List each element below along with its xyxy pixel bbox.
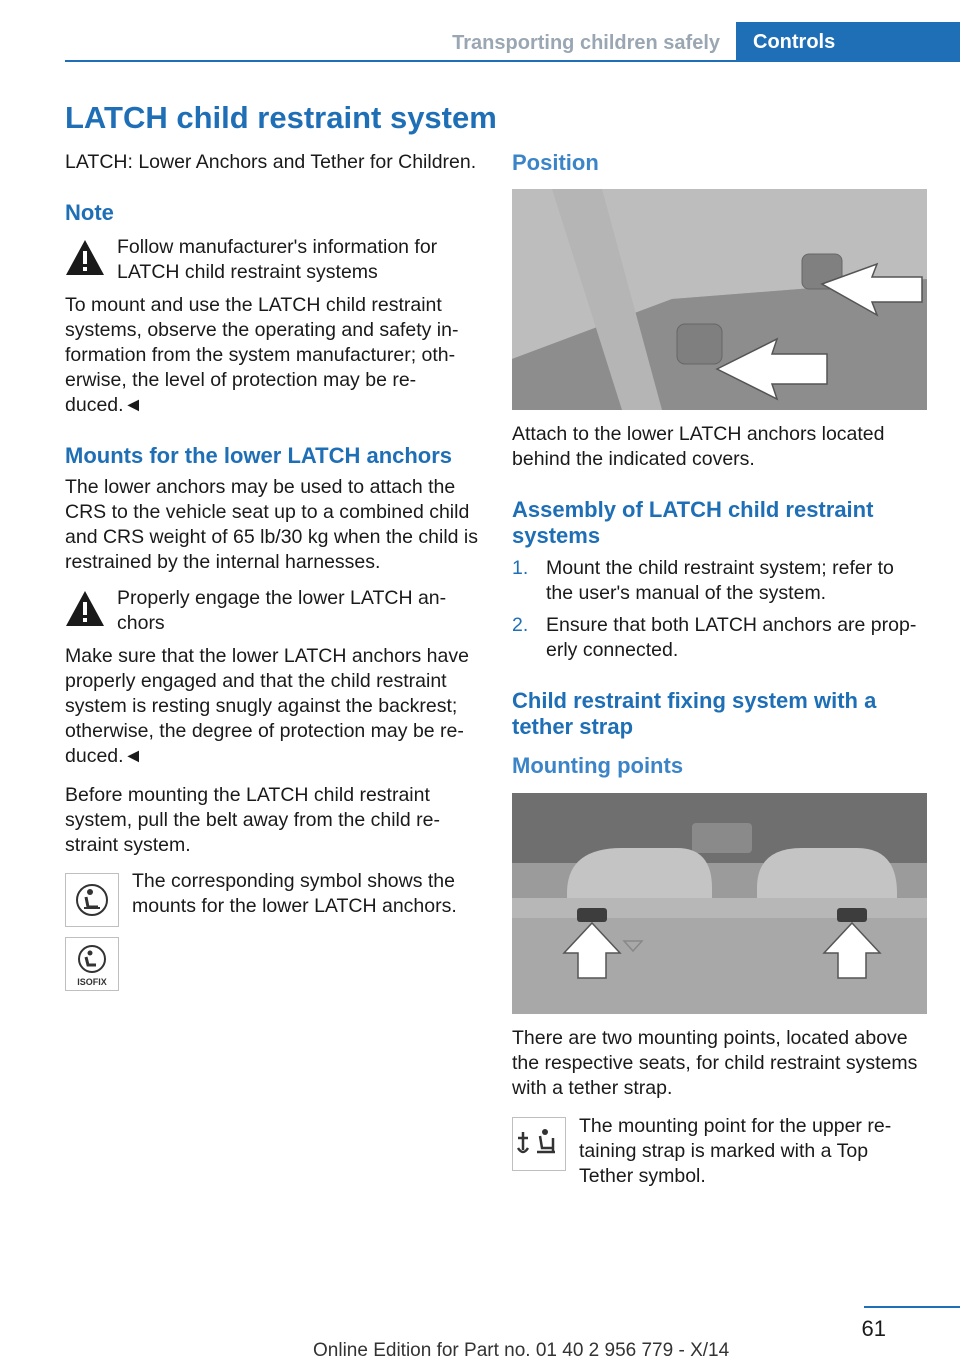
top-tether-description: The mounting point for the upper retaining strap is marked with a Top Tether symbol. [579, 1115, 892, 1187]
left-column [65, 150, 479, 989]
mounting-points-heading: Mounting points [512, 753, 684, 778]
tether-heading: Child restraint fixing system with a tether strap [512, 688, 877, 739]
top-tether-symbol-block [512, 1114, 926, 1189]
step-text: Mount the child restraint system; refer to the user's manual of the system. [546, 557, 894, 604]
position-caption: Attach to the lower LATCH anchors located behind the indicated covers. [512, 423, 885, 470]
top-tether-icon [512, 1117, 566, 1171]
warning2-body: Make sure that the lower LATCH anchors have properly engaged and that the child restraint system is resting snugly against the backrest; otherwise, the degree of protection may be reduced.◄ [65, 645, 469, 767]
latch-anchors-photo [512, 189, 927, 410]
position-heading: Position [512, 150, 599, 175]
isofix-icon [65, 937, 119, 991]
header-tab-controls[interactable]: Controls [736, 22, 960, 62]
warning-block [65, 586, 479, 636]
footer-edition: Online Edition for Part no. 01 40 2 956 779 - X/14 [313, 1340, 730, 1361]
mounting-points-body: There are two mounting points, located above the respective seats, for child restraint systems with a tether strap. [512, 1027, 918, 1099]
list-item [512, 613, 926, 663]
warning2-title: Properly engage the lower LATCH anchors [117, 587, 447, 634]
warning-icon [65, 239, 105, 276]
list-item [512, 556, 926, 606]
latch-intro: LATCH: Lower Anchors and Tether for Children. [65, 151, 477, 173]
isofix-label: ISOFIX [77, 977, 107, 987]
warning-block [65, 235, 479, 285]
page-number: 61 [861, 1316, 886, 1341]
warning1-title: Follow manufacturer's information for LATCH child restraint systems [117, 236, 438, 283]
step-number: 1. [512, 557, 529, 579]
step-number: 2. [512, 614, 529, 636]
right-column [512, 150, 926, 1189]
mounts-heading: Mounts for the lower LATCH anchors [65, 443, 453, 468]
page-title: LATCH child restraint system [65, 100, 497, 135]
assembly-steps [512, 556, 926, 663]
assembly-heading: Assembly of LATCH child restraint systems [512, 497, 874, 548]
mounts-body: The lower anchors may be used to attach the CRS to the vehicle seat up to a combined child and CRS weight of 65 lb/30 kg when the child is restrained by the internal harnesses. [65, 476, 478, 573]
warning-icon [65, 590, 105, 627]
warning1-body: To mount and use the LATCH child restraint systems, observe the operating and safety information from the system manufacturer; otherwise, the level of protection may be reduced.◄ [65, 294, 459, 416]
latch-symbol-block [65, 869, 479, 989]
note-heading: Note [65, 200, 114, 225]
step-text: Ensure that both LATCH anchors are properly connected. [546, 614, 917, 661]
child-seat-icon [65, 873, 119, 927]
before-mounting-text: Before mounting the LATCH child restraint system, pull the belt away from the child restraint system. [65, 784, 440, 856]
footer-rule [864, 1306, 960, 1308]
symbol-description: The corresponding symbol shows the mounts for the lower LATCH anchors. [132, 870, 457, 917]
mounting-points-photo [512, 793, 927, 1014]
header-section-title[interactable]: Transporting children safely [452, 32, 720, 54]
